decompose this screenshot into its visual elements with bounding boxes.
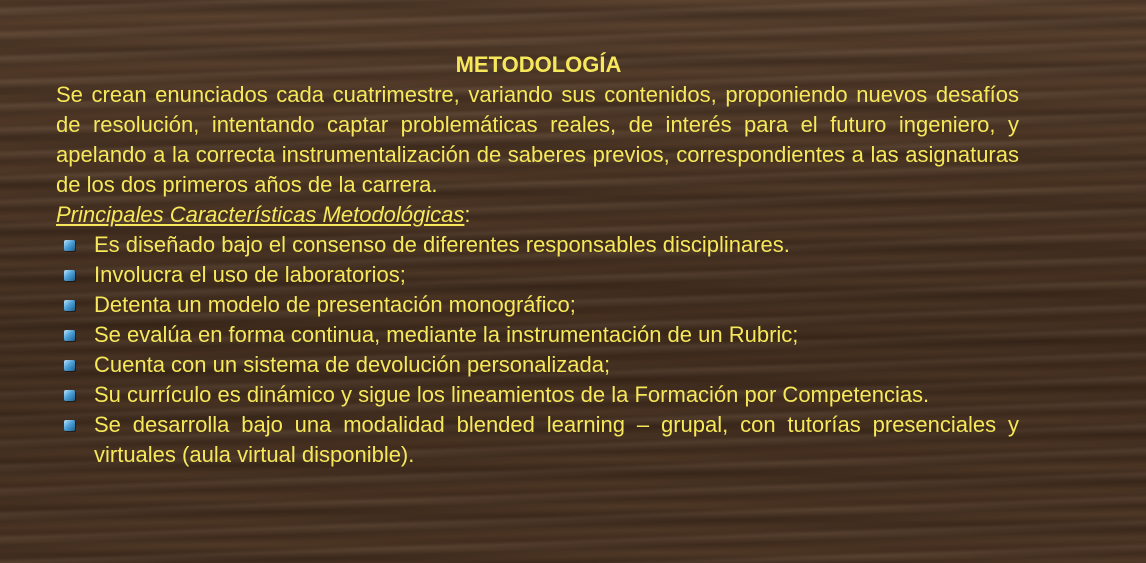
list-item bbox=[94, 320, 1019, 350]
list-item-text: Cuenta con un sistema de devolución personalizada; bbox=[94, 352, 611, 377]
list-item bbox=[94, 350, 1019, 380]
section-subtitle bbox=[56, 200, 1019, 230]
list-item-text: Detenta un modelo de presentación monográfico; bbox=[94, 292, 576, 317]
list-item-text: Se desarrolla bajo una modalidad blended learning – grupal, con tutorías presenciales y virtuales (aula virtual disponible). bbox=[94, 412, 1019, 467]
blue-square-bullet-icon bbox=[64, 390, 75, 401]
features-list bbox=[56, 230, 1019, 470]
blue-square-bullet-icon bbox=[64, 360, 75, 371]
list-item-text: Su currículo es dinámico y sigue los lineamientos de la Formación por Competencias. bbox=[94, 382, 930, 407]
blue-square-bullet-icon bbox=[64, 240, 75, 251]
blue-square-bullet-icon bbox=[64, 420, 75, 431]
slide-content bbox=[56, 50, 1019, 470]
slide-title-text: METODOLOGÍA bbox=[455, 52, 622, 77]
blue-square-bullet-icon bbox=[64, 330, 75, 341]
list-item bbox=[94, 410, 1019, 470]
intro-paragraph: Se crean enunciados cada cuatrimestre, variando sus contenidos, proponiendo nuevos desafíos de resolución, intentando captar problemáticas reales, de interés para el futuro ingeniero, y apelando a la correcta instrumentalización de saberes previos, correspondientes a las asignaturas de los dos primeros años de la carrera. bbox=[56, 82, 1019, 197]
list-item-text: Es diseñado bajo el consenso de diferentes responsables disciplinares. bbox=[94, 232, 790, 257]
list-item bbox=[94, 290, 1019, 320]
section-subtitle-colon: : bbox=[464, 202, 471, 227]
list-item bbox=[94, 380, 1019, 410]
list-item bbox=[94, 260, 1019, 290]
blue-square-bullet-icon bbox=[64, 270, 75, 281]
list-item-text: Involucra el uso de laboratorios; bbox=[94, 262, 406, 287]
section-subtitle-text: Principales Características Metodológicas bbox=[56, 202, 465, 227]
list-item bbox=[94, 230, 1019, 260]
slide-title bbox=[56, 50, 1019, 80]
blue-square-bullet-icon bbox=[64, 300, 75, 311]
list-item-text: Se evalúa en forma continua, mediante la instrumentación de un Rubric; bbox=[94, 322, 799, 347]
